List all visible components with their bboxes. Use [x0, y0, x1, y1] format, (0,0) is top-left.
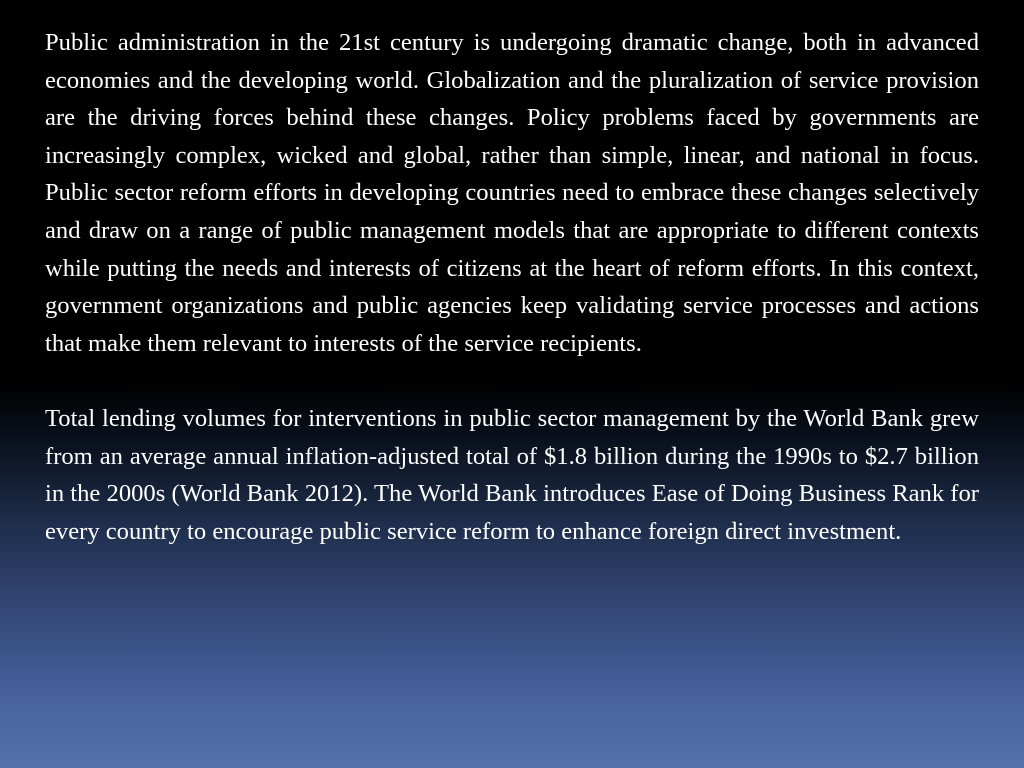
paragraph-world-bank-lending: Total lending volumes for interventions in public sector management by the World Bank grew from an average annual inflation-adjusted total of $1.8 billion during the 1990s to $2.7 billion in the 2000s (World Bank 2012). The World Bank introduces Ease of Doing Business Rank for every country to encourage public service reform to enhance foreign direct investment. [45, 404, 979, 545]
slide-text-body [45, 24, 979, 550]
paragraph-public-administration: Public administration in the 21st century is undergoing dramatic change, both in advanced economies and the developing world. Globalization and the pluralization of service provision are the driving forces behind these changes. Policy problems faced by governments are increasingly complex, wicked and global, rather than simple, linear, and national in focus. Public sector reform efforts in developing countries need to embrace these changes selectively and draw on a range of public management models that are appropriate to different contexts while putting the needs and interests of citizens at the heart of reform efforts. In this context, government organizations and public agencies keep validating service processes and actions that make them relevant to interests of the service recipients. [45, 29, 979, 357]
